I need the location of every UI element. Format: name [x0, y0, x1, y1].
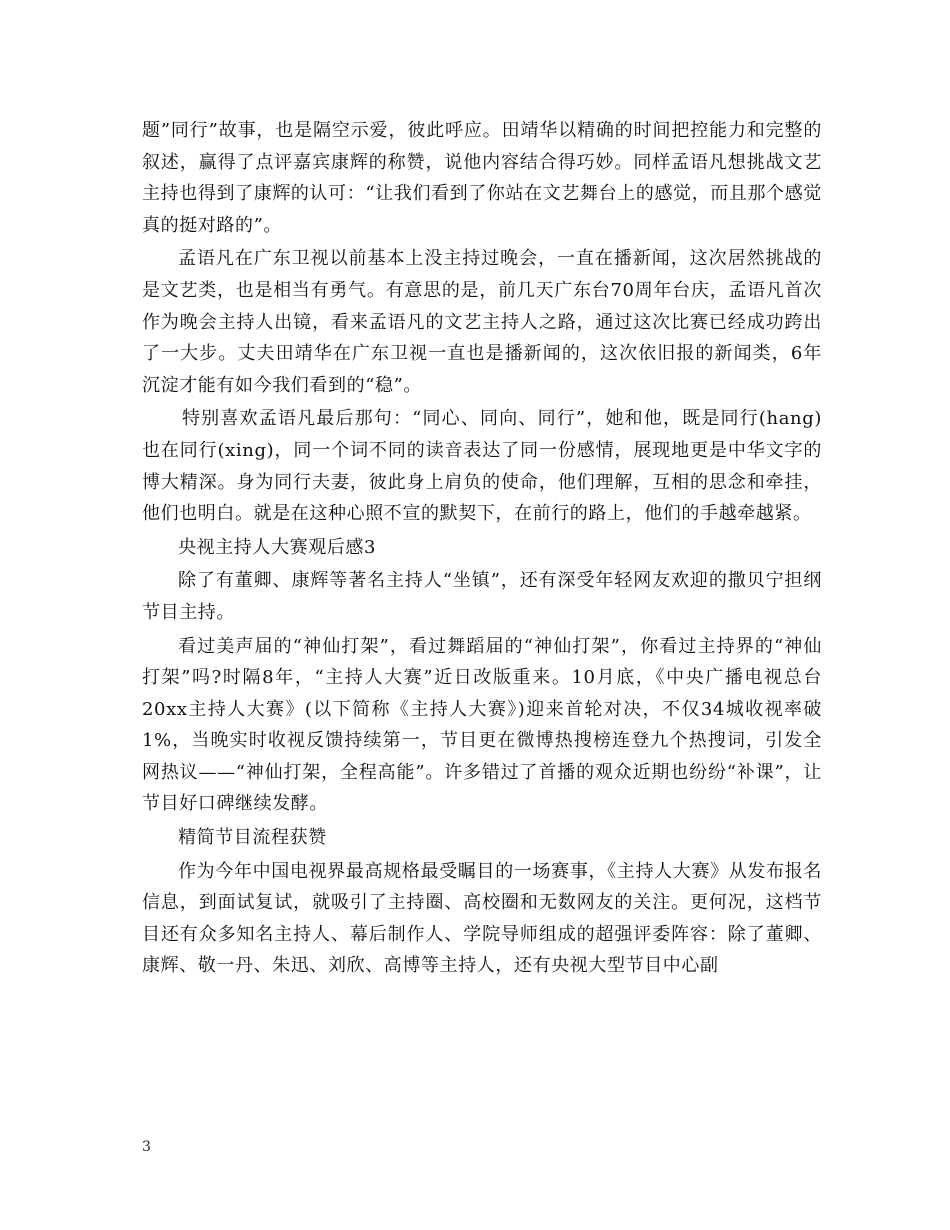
- paragraph-1: 题”同行”故事，也是隔空示爱，彼此呼应。田靖华以精确的时间把控能力和完整的叙述，赢得了点评嘉宾康辉的称赞，说他内容结合得巧妙。同样孟语凡想挑战文艺主持也得到了康辉的认可：“让我们看到了你站在文艺舞台上的感觉，而且那个感觉真的挺对路的”。: [142, 120, 822, 236]
- section-heading-1: 央视主持人大赛观后感3: [178, 536, 377, 558]
- document-body: [142, 115, 822, 984]
- paragraph-4: 除了有董卿、康辉等著名主持人“坐镇”，还有深受年轻网友欢迎的撒贝宁担纲节目主持。: [142, 570, 822, 623]
- section-heading-2: 精简节目流程获赞: [178, 827, 327, 849]
- paragraph-5: 看过美声届的“神仙打架”，看过舞蹈届的“神仙打架”，你看过主持界的“神仙打架”吗?时隔8年，“主持人大赛”近日改版重来。10月底，《中央广播电视总台20xx主持人大赛》(以下简称《主持人大赛》)迎来首轮对决，不仅34城收视率破1%，当晚实时收视反馈持续第一，节目更在微博热搜榜连登九个热搜词，引发全网热议——“神仙打架，全程高能”。许多错过了首播的观众近期也纷纷“补课”，让节目好口碑继续发酵。: [142, 635, 822, 815]
- paragraph-2: 孟语凡在广东卫视以前基本上没主持过晚会，一直在播新闻，这次居然挑战的是文艺类，也是相当有勇气。有意思的是，前几天广东台70周年台庆，孟语凡首次作为晚会主持人出镜，看来孟语凡的文艺主持人之路，通过这次比赛已经成功跨出了一大步。丈夫田靖华在广东卫视一直也是播新闻的，这次依旧报的新闻类，6年沉淀才能有如今我们看到的“稳”。: [142, 248, 822, 396]
- paragraph-6: 作为今年中国电视界最高规格最受瞩目的一场赛事，《主持人大赛》从发布报名信息，到面试复试，就吸引了主持圈、高校圈和无数网友的关注。更何况，这档节目还有众多知名主持人、幕后制作人、学院导师组成的超强评委阵容：除了董卿、康辉、敬一丹、朱迅、刘欣、高博等主持人，还有央视大型节目中心副: [142, 860, 822, 977]
- paragraph-3: 特别喜欢孟语凡最后那句：“同心、同向、同行”，她和他，既是同行(hang)也在同行(xing)，同一个词不同的读音表达了同一份感情，展现地更是中华文字的博大精深。身为同行夫妻，彼此身上肩负的使命，他们理解，互相的思念和牵挂，他们也明白。就是在这种心照不宣的默契下，在前行的路上，他们的手越牵越紧。: [142, 408, 822, 525]
- page-number: 3: [142, 1139, 151, 1155]
